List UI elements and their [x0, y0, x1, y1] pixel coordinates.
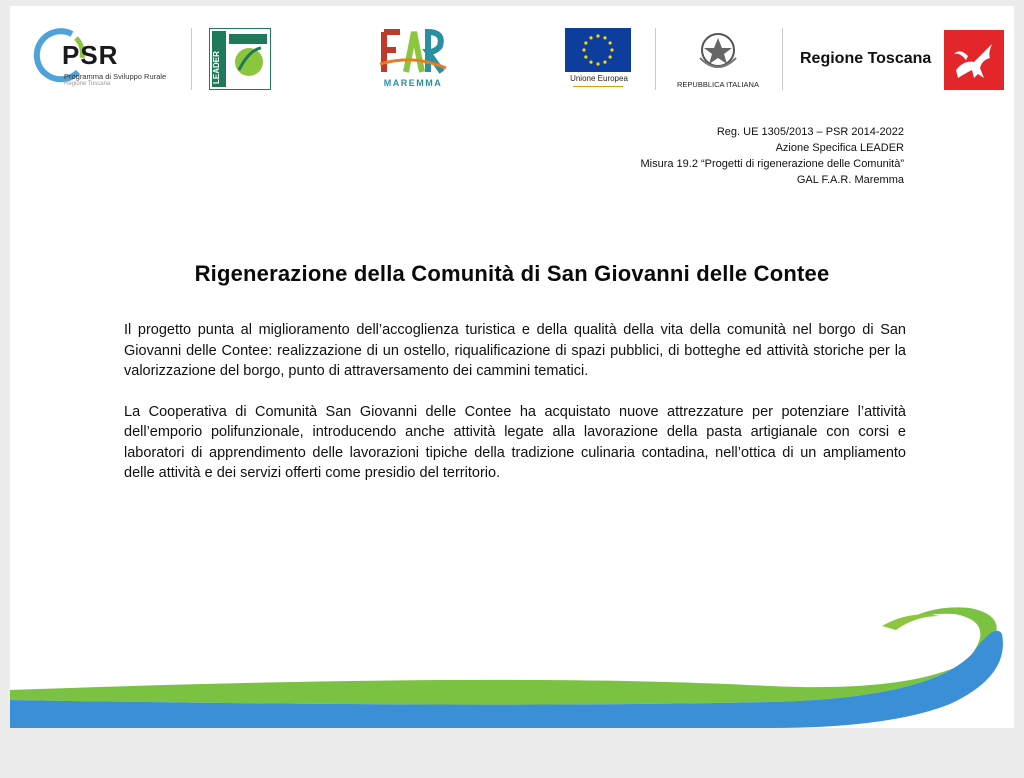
- far-label: MAREMMA: [383, 78, 443, 88]
- eu-underline: [573, 86, 623, 87]
- eu-label: Unione Europea: [570, 74, 628, 83]
- eu-star-icon: [603, 61, 606, 64]
- pegasus-icon: [944, 30, 1004, 90]
- eu-logo: [565, 28, 633, 88]
- eu-star-icon: [609, 41, 612, 44]
- reference-block: [640, 124, 904, 188]
- reference-line: Misura 19.2 “Progetti di rigenerazione delle Comunità”: [640, 158, 904, 170]
- psr-region: Regione Toscana: [64, 81, 111, 87]
- logo-bar: [10, 6, 1014, 106]
- document-body: [124, 320, 906, 504]
- eu-flag-icon: [565, 28, 631, 72]
- eu-star-icon: [589, 61, 592, 64]
- reference-line: Reg. UE 1305/2013 – PSR 2014-2022: [716, 126, 904, 138]
- paragraph: Il progetto punta al miglioramento dell’accoglienza turistica e della qualità della vita della comunità nel borgo di San Giovanni delle Contee: realizzazione di un ostello, riqualificazione di spazi pubblici, di botteghe ed attività storiche per la valorizzazione del borgo, punto di attraversamento dei cammini tematici.: [124, 322, 906, 379]
- eu-star-icon: [610, 48, 613, 51]
- reference-line: Azione Specifica LEADER: [775, 142, 904, 154]
- eu-star-icon: [582, 48, 585, 51]
- emblem-icon: [670, 28, 766, 78]
- document-page: [10, 6, 1014, 728]
- eu-star-icon: [596, 34, 599, 37]
- logo-divider: [782, 28, 783, 90]
- psr-logo: [32, 28, 182, 90]
- paragraph: La Cooperativa di Comunità San Giovanni delle Contee ha acquistato nuove attrezzature per potenziare l’attività dell’emporio polifunzionale, introducendo anche attività legate alla lavorazione della pasta artigianale con corsi e laboratori di apprendimento delle lavorazioni tipiche della tradizione culinaria contadina, nell’ottica di un ampliamento delle attività e dei servizi offerti come presidio del territorio.: [124, 403, 906, 481]
- far-mark-icon: [378, 28, 448, 78]
- reference-line: GAL F.A.R. Maremma: [796, 174, 904, 186]
- repubblica-label: REPUBBLICA ITALIANA: [677, 80, 759, 89]
- eu-star-icon: [603, 36, 606, 39]
- psr-subtitle: Programma di Sviluppo Rurale: [64, 72, 167, 81]
- eu-stars-icon: [582, 34, 613, 65]
- eu-star-icon: [584, 41, 587, 44]
- eu-star-icon: [596, 62, 599, 65]
- logo-divider: [655, 28, 656, 90]
- logo-divider: [191, 28, 192, 90]
- document-title: Rigenerazione della Comunità di San Giovanni delle Contee: [194, 261, 830, 286]
- eu-star-icon: [589, 36, 592, 39]
- eu-star-icon: [584, 55, 587, 58]
- regione-toscana-label: Regione Toscana: [800, 50, 932, 67]
- psr-title: PSR: [62, 40, 119, 70]
- leader-label: LEADER: [212, 51, 221, 84]
- decorative-swoosh: [10, 586, 1014, 728]
- repubblica-italiana-logo: [670, 28, 766, 92]
- far-maremma-logo: [378, 28, 448, 94]
- leader-logo: [209, 28, 271, 90]
- eu-star-icon: [609, 55, 612, 58]
